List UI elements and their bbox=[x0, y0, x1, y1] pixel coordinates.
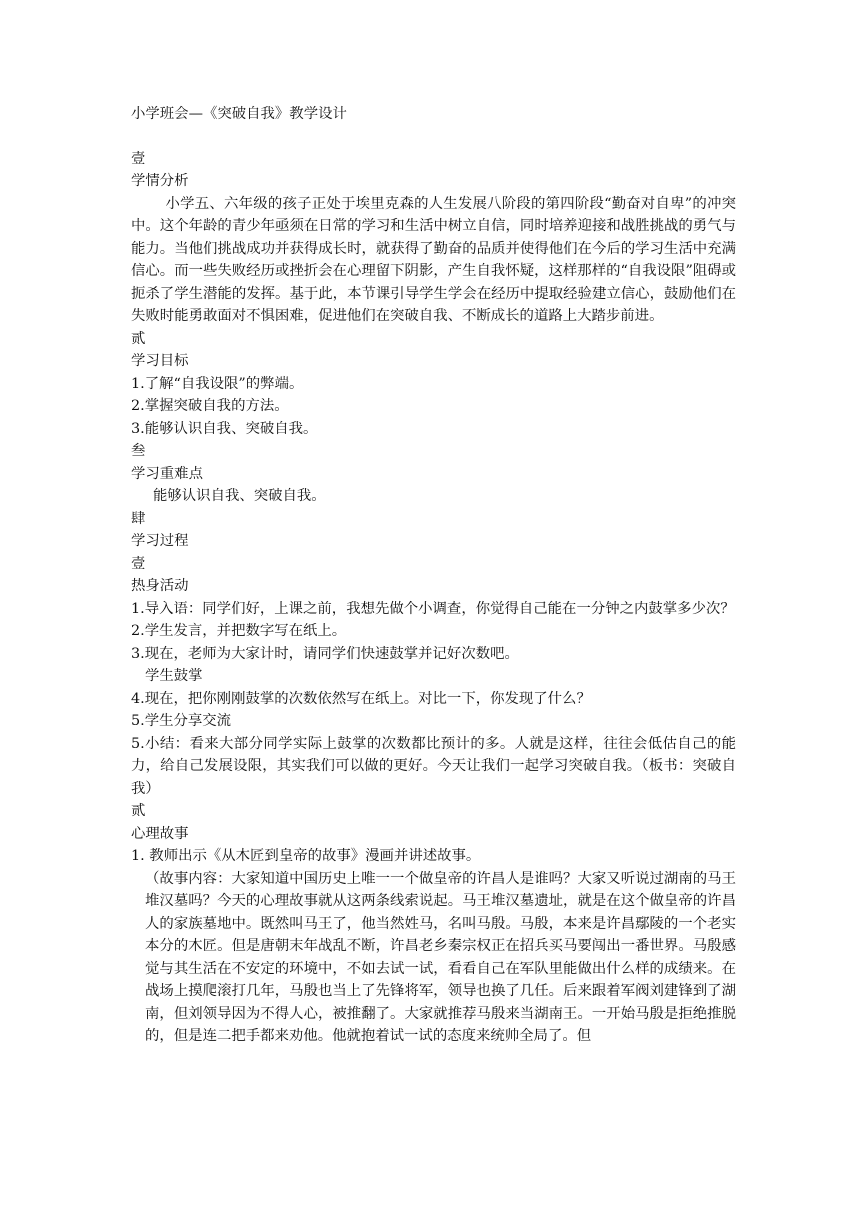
paragraph: 小学五、六年级的孩子正处于埃里克森的人生发展八阶段的第四阶段“勤奋对自卑”的冲突中。这个年龄的青少年亟须在日常的学习和生活中树立自信，同时培养迎接和战胜挑战的勇气与能力。当他们挑战成功并获得成长时，就获得了勤奋的品质并使得他们在今后的学习生活中充满信心。而一些失败经历或挫折会在心理留下阴影，产生自我怀疑，这样那样的“自我设限”阻碍或扼杀了学生潜能的发挥。基于此，本节课引导学生学会在经历中提取经验建立信心，鼓励他们在失败时能勇敢面对不惧困难，促进他们在突破自我、不断成长的道路上大踏步前进。 bbox=[131, 195, 736, 324]
list-item: 1. 教师出示《从木匠到皇帝的故事》漫画并讲述故事。 bbox=[131, 848, 481, 864]
list-item: 2.学生发言，并把数字写在纸上。 bbox=[131, 623, 347, 639]
list-item: 1.导入语：同学们好，上课之前，我想先做个小调查，你觉得自己能在一分钟之内鼓掌多少次？ bbox=[131, 600, 735, 617]
list-item: 3.能够认识自我、突破自我。 bbox=[131, 420, 318, 437]
document-title: 小学班会—《突破自我》教学设计 bbox=[131, 106, 347, 122]
section-number: 肆 bbox=[131, 510, 146, 527]
paragraph: （故事内容：大家知道中国历史上唯一一个做皇帝的许昌人是谁吗？大家又听说过湖南的马王堆汉墓吗？今天的心理故事就从这两条线索说起。马王堆汉墓遗址，就是在这个做皇帝的许昌人的家族墓地中。既然叫马王了，他当然姓马，名叫马殷。马殷，本来是许昌鄢陵的一个老实本分的木匠。但是唐朝末年战乱不断，许昌老乡秦宗权正在招兵买马要闯出一番世界。马殷感觉与其生活在不安定的环境中，不如去试一试，看看自己在军队里能做出什么样的成绩来。在战场上摸爬滚打几年，马殷也当上了先锋将军，领导也换了几任。后来跟着军阀刘建锋到了湖南，但刘领导因为不得人心，被推翻了。大家就推荐马殷来当湖南王。一开始马殷是拒绝推脱的，但是连二把手都来劝他。他就抱着试一试的态度来统帅全局了。但 bbox=[145, 870, 736, 1044]
section-number: 叁 bbox=[131, 443, 146, 459]
list-item: 2.掌握突破自我的方法。 bbox=[131, 398, 289, 414]
list-item: 5.小结：看来大部分同学实际上鼓掌的次数都比预计的多。人就是这样，往往会低估自己的能力，给自己发展设限，其实我们可以做的更好。今天让我们一起学习突破自我。（板书：突破自我） bbox=[131, 735, 736, 797]
list-item: 4.现在，把你刚刚鼓掌的次数依然写在纸上。对比一下，你发现了什么？ bbox=[131, 690, 591, 707]
section-heading: 学习过程 bbox=[131, 533, 189, 549]
subsection-heading: 心理故事 bbox=[131, 825, 189, 842]
list-item: 3.现在，老师为大家计时，请同学们快速鼓掌并记好次数吧。 bbox=[131, 645, 519, 662]
subsection-number: 壹 bbox=[131, 555, 146, 572]
section-heading: 学习重难点 bbox=[131, 465, 203, 482]
list-note: 学生鼓掌 bbox=[145, 668, 203, 684]
section-number: 壹 bbox=[131, 150, 146, 167]
section-heading: 学情分析 bbox=[131, 173, 189, 189]
document-page bbox=[131, 103, 736, 1048]
subsection-number: 贰 bbox=[131, 803, 146, 819]
list-item: 1.了解“自我设限”的弊端。 bbox=[131, 375, 304, 392]
subsection-heading: 热身活动 bbox=[131, 578, 189, 594]
section-heading: 学习目标 bbox=[131, 353, 189, 369]
paragraph: 能够认识自我、突破自我。 bbox=[153, 488, 326, 504]
list-item: 5.学生分享交流 bbox=[131, 713, 232, 729]
section-number: 贰 bbox=[131, 330, 146, 347]
